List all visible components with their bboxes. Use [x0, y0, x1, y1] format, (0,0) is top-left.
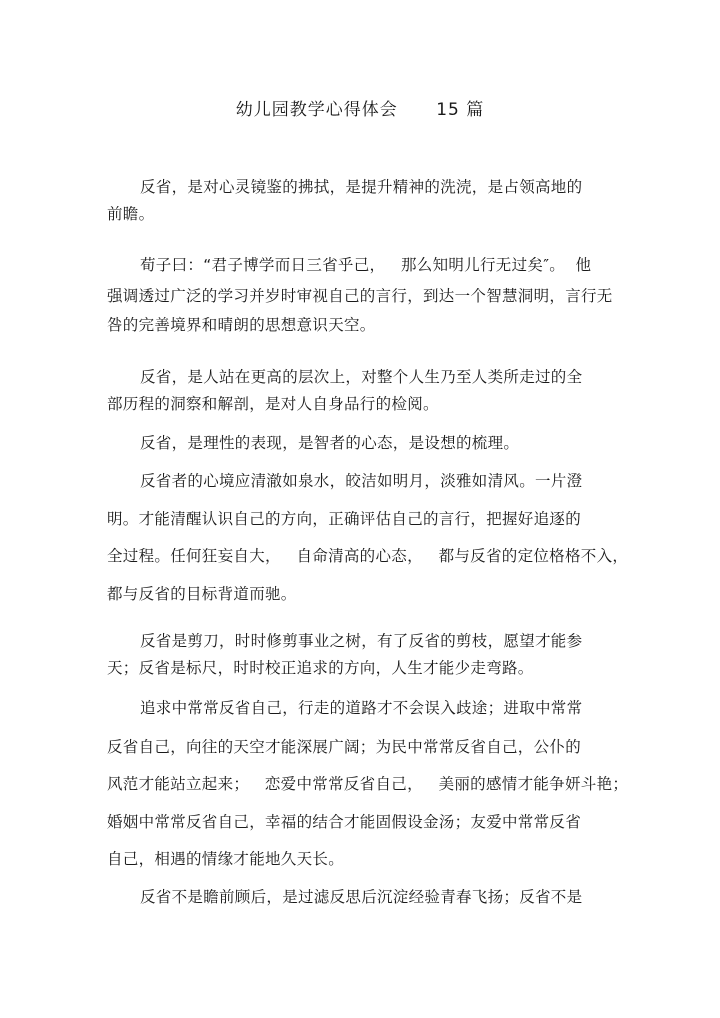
text-line: 自己，相遇的情缘才能地久天长。	[107, 850, 345, 868]
text-line: 追求中常常反省自己，行走的道路才不会误入歧途；进取中常常	[140, 699, 583, 717]
text-line: 反省是剪刀，时时修剪事业之树，有了反省的剪枝，愿望才能参	[140, 632, 583, 650]
text-line: 反省者的心境应清澈如泉水，皎洁如明月，淡雅如清风。一片澄	[140, 472, 583, 490]
text-line: 反省，是对心灵镜鉴的拂拭，是提升精神的洗涜，是占领高地的	[140, 178, 583, 196]
text-line: 强调透过广泛的学习并岁时审视自己的言行，到达一个智慧洞明，言行无	[107, 287, 613, 305]
text-line: 全过程。任何狂妄自大， 自命清高的心态， 都与反省的定位格格不入，	[107, 547, 629, 565]
text-line: 明。才能清醒认识自己的方向，正确评估自己的言行，把握好追逐的	[107, 510, 582, 528]
text-line: 风范才能站立起来； 恋爱中常常反省自己， 美丽的感情才能争妍斗艳；	[107, 775, 629, 793]
text-line: 都与反省的目标背道而驰。	[107, 585, 297, 603]
text-line: 天；反省是标尺，时时校正追求的方向，人生才能少走弯路。	[107, 659, 534, 677]
text-line: 反省自己，向往的天空才能深展广阔；为民中常常反省自己，公仆的	[107, 738, 582, 756]
text-line: 部历程的洞察和解剖，是对人自身品行的检阅。	[107, 395, 439, 413]
text-line: 反省，是人站在更高的层次上，对整个人生乃至人类所走过的全	[140, 368, 583, 386]
text-line: 反省，是理性的表现，是智者的心态，是设想的梳理。	[140, 434, 520, 452]
document-title: 幼儿园教学心得体会 15 篇	[235, 100, 485, 120]
text-line: 荀子曰：“君子博学而日三省乎己， 那么知明儿行无过矣″。 他	[140, 256, 592, 274]
text-line: 前瞻。	[107, 205, 155, 223]
text-line: 婚姻中常常反省自己，幸福的结合才能固假设金汤；友爱中常常反省	[107, 813, 582, 831]
text-line: 反省不是瞻前顾后，是过滤反思后沉淀经验青春飞扬；反省不是	[140, 888, 583, 906]
text-line: 咎的完善境界和晴朗的思想意识天空。	[107, 316, 376, 334]
